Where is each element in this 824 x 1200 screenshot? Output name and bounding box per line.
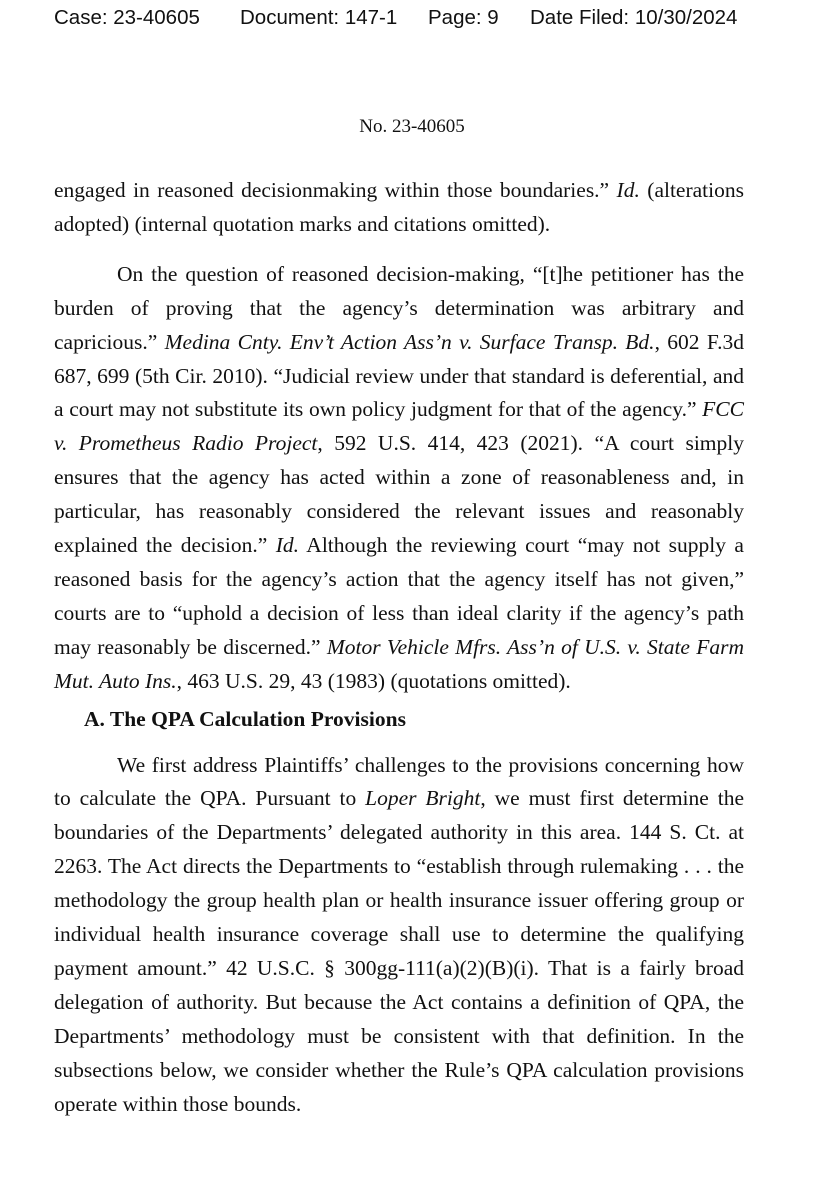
section-heading: A. The QPA Calculation Provisions xyxy=(84,706,406,731)
case-number: Case: 23-40605 xyxy=(54,6,200,29)
case-citation: Medina Cnty. Env’t Action Ass’n v. Surface Transp. Bd. xyxy=(164,329,655,354)
page-number: Page: 9 xyxy=(428,6,499,29)
date-filed: Date Filed: 10/30/2024 xyxy=(530,6,738,29)
paragraph-continuation: engaged in reasoned decisionmaking within those boundaries.” Id. (alterations adopted) (internal quotation marks and citations omitted). xyxy=(54,178,744,236)
paragraph-reasoned-decision: On the question of reasoned decision-making, “[t]he petitioner has the burden of proving that the agency’s determination was arbitrary and capricious.” Medina Cnty. Env’t Action Ass’n v. Surface Transp. Bd., 602 F.3d 687, 699 (5th Cir. 2010). “Judicial review under that standard is deferential, and a court may not substitute its own policy judgment for that of the agency.” FCC v. Prometheus Radio Project, 592 U.S. 414, 423 (2021). “A court simply ensures that the agency has acted within a zone of reasonableness and, in particular, has reasonably considered the relevant issues and reasonably explained the decision.” Id. Although the reviewing court “may not supply a reasoned basis for the agency’s action that the agency itself has not given,” courts are to “uphold a decision of less than ideal clarity if the agency’s path may reasonably be discerned.” Motor Vehicle Mfrs. Ass’n of U.S. v. State Farm Mut. Auto Ins., 463 U.S. 29, 43 (1983) (quotations omitted). xyxy=(54,261,745,693)
citation-italic: Id. xyxy=(616,178,640,202)
paragraph-qpa-calculation: We first address Plaintiffs’ challenges to the provisions concerning how to calculate the QPA. Pursuant to Loper Bright, we must first determine the boundaries of the Departments’ delegated authority in this area. 144 S. Ct. at 2263. The Act directs the Departments to “establish through rulemaking . . . the methodology the group health plan or health insurance issuer offering group or individual health insurance coverage shall use to determine the qualifying payment amount.” 42 U.S.C. § 300gg-111(a)(2)(B)(i). That is a fairly broad delegation of authority. But because the Act contains a definition of QPA, the Departments’ methodology must be consistent with that definition. In the subsections below, we consider whether the Rule’s QPA calculation provisions operate within those bounds. xyxy=(54,752,744,1116)
opinion-body xyxy=(54,174,744,1121)
case-citation: FCC v. Prometheus Radio Project xyxy=(54,397,744,456)
citation-italic: Id. xyxy=(275,533,300,558)
docket-number: No. 23-40605 xyxy=(359,116,465,137)
document-number: Document: 147-1 xyxy=(240,6,398,29)
case-citation: Loper Bright xyxy=(365,786,481,811)
case-citation: Motor Vehicle Mfrs. Ass’n of U.S. v. State Farm Mut. Auto Ins. xyxy=(54,634,745,693)
filing-header xyxy=(0,6,824,36)
